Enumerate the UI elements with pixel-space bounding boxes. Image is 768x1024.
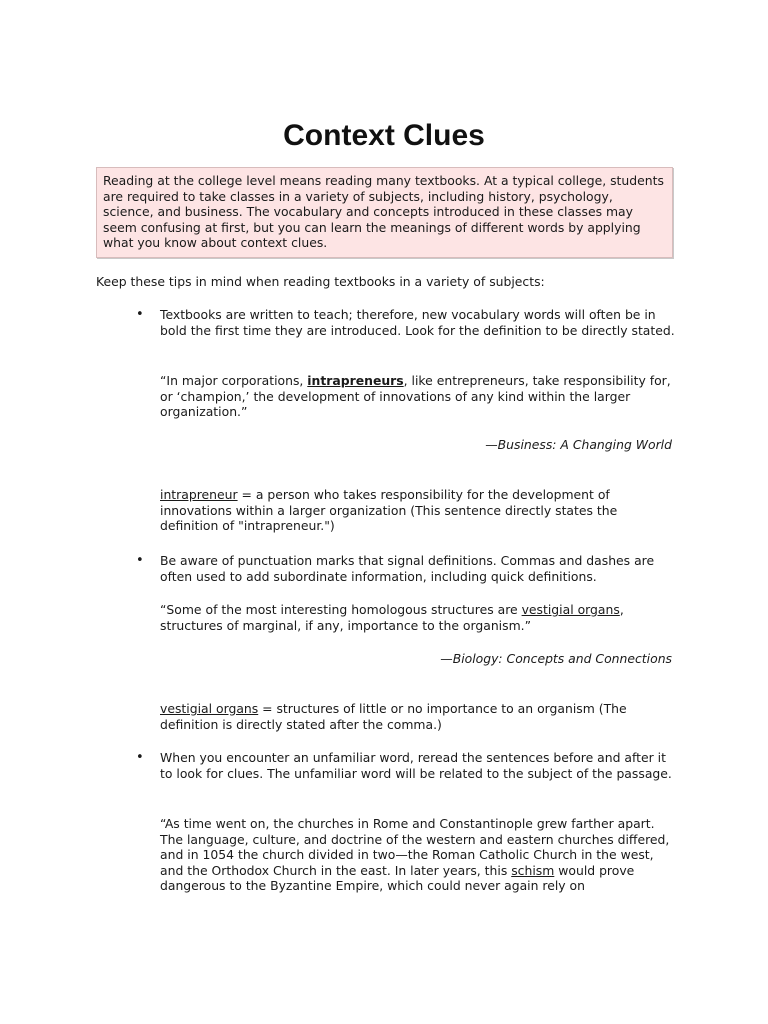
tips-lead-text: Keep these tips in mind when reading textbooks in a variety of subjects: bbox=[96, 274, 545, 289]
vocabulary-term: vestigial organs bbox=[521, 602, 620, 617]
tip-text: When you encounter an unfamiliar word, reread the sentences before and after it to look for clues. The unfamiliar word will be related to the subject of the passage. bbox=[160, 750, 672, 781]
example-quote bbox=[160, 816, 676, 894]
definition-text: = a person who takes responsibility for the development of innovations within a larger organization (This sentence directly states the definition of "intrapreneur.") bbox=[160, 487, 618, 534]
example-quote bbox=[160, 602, 676, 633]
definition-term: vestigial organs bbox=[160, 701, 259, 716]
bullet-marker: • bbox=[136, 750, 144, 765]
quote-text: would prove dangerous to the Byzantine Empire, which could never again rely on bbox=[160, 862, 635, 894]
quote-text: “In major corporations, bbox=[160, 373, 308, 388]
vocabulary-term: intrapreneurs bbox=[307, 373, 404, 388]
quote-text: “Some of the most interesting homologous structures are bbox=[160, 602, 522, 617]
tip-text: Be aware of punctuation marks that signal definitions. Commas and dashes are often used to add subordinate information, including quick definitions. bbox=[160, 553, 655, 584]
bullet-marker: • bbox=[136, 307, 144, 322]
quote-text: , like entrepreneurs, take responsibility for, or ‘champion,’ the development of innovations of any kind within the larger organization.” bbox=[160, 373, 671, 420]
definition-text: = structures of little or no importance to an organism (The definition is directly stated after the comma.) bbox=[160, 701, 627, 732]
term-definition bbox=[160, 487, 676, 534]
page-title: Context Clues bbox=[283, 119, 485, 152]
example-quote bbox=[160, 373, 676, 420]
quote-text: , structures of marginal, if any, importance to the organism.” bbox=[160, 602, 624, 633]
quote-text: “As time went on, the churches in Rome and Constantinople grew farther apart. The language, culture, and doctrine of the western and eastern churches differed, and in 1054 the church divided in two—the Roman Catholic Church in the west, and the Orthodox Church in the east. In later years, this bbox=[160, 816, 670, 878]
vocabulary-term: schism bbox=[511, 862, 555, 878]
intro-callout: Reading at the college level means reading many textbooks. At a typical college, students are required to take classes in a variety of subjects, including history, psychology, science, and business. The vocabulary and concepts introduced in these classes may seem confusing at first, but you can learn the meanings of different words by applying what you know about context clues. bbox=[96, 167, 673, 258]
quote-source: —Business: A Changing World bbox=[485, 437, 672, 452]
quote-source: —Biology: Concepts and Connections bbox=[440, 651, 672, 666]
tip-text: Textbooks are written to teach; therefore, new vocabulary words will often be in bold the first time they are introduced. Look for the definition to be directly stated. bbox=[160, 307, 675, 338]
term-definition bbox=[160, 701, 676, 732]
definition-term: intrapreneur bbox=[160, 487, 238, 502]
bullet-marker: • bbox=[136, 553, 144, 568]
